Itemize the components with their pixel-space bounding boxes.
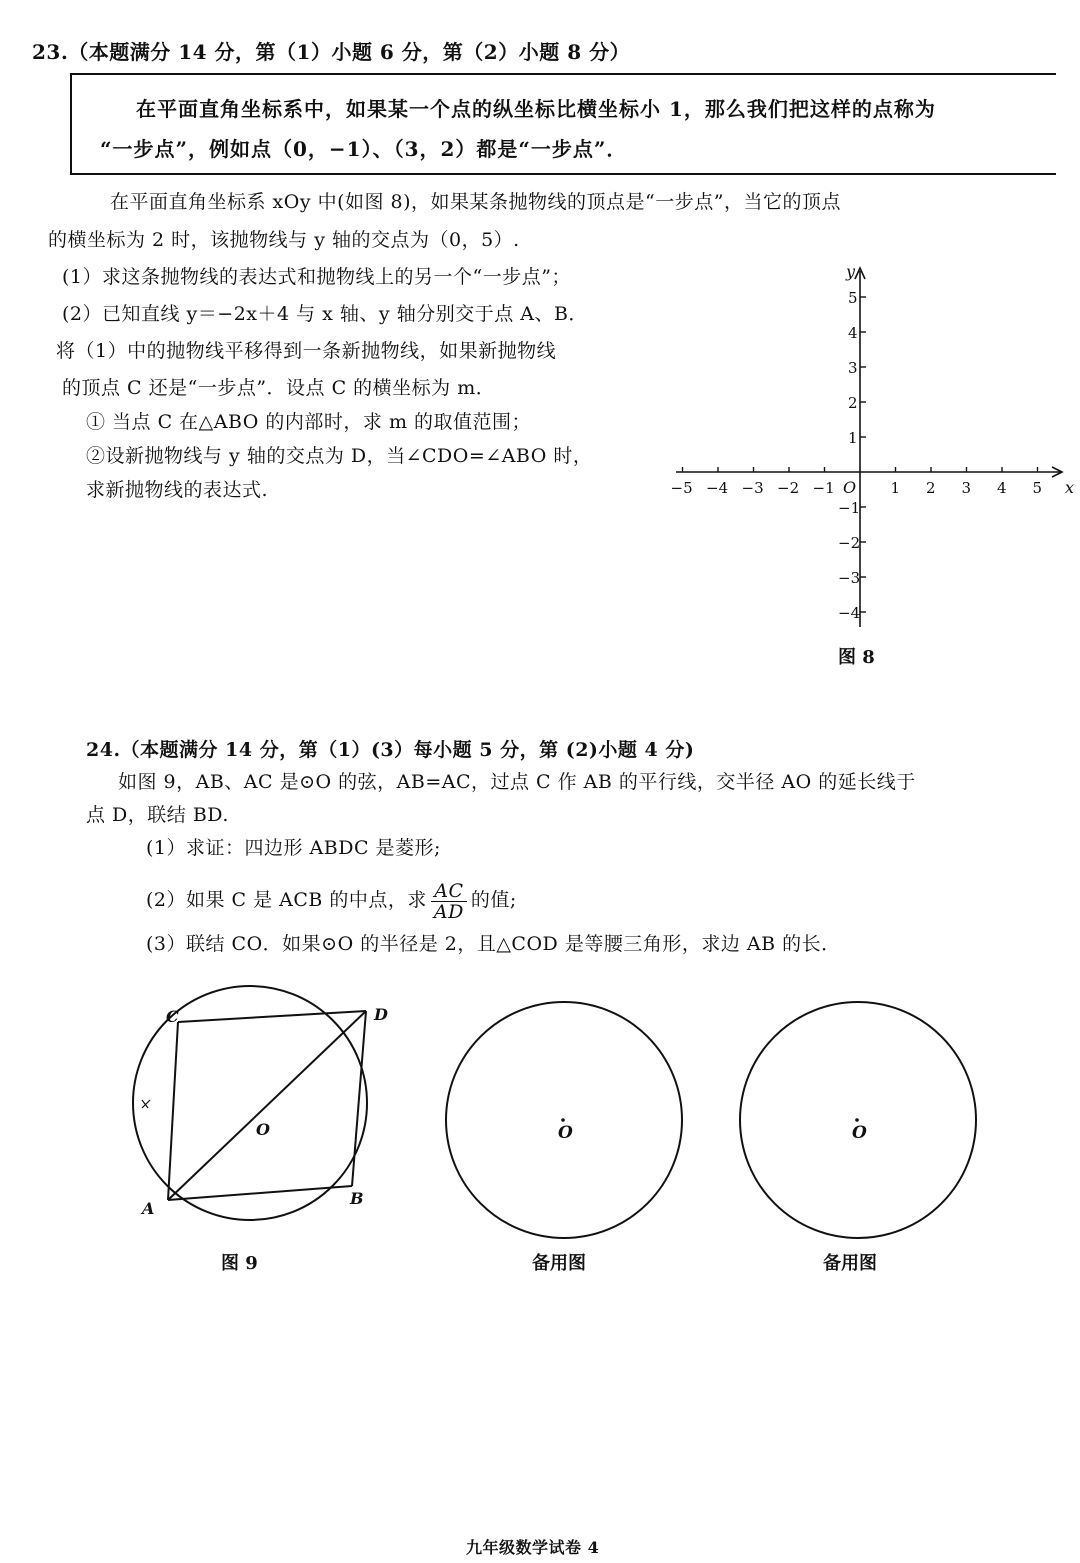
q23-subquestion-2-part-2: ②设新抛物线与 y 轴的交点为 D，当∠CDO=∠ABO 时， — [86, 445, 593, 467]
y-tick-label: 5 — [848, 289, 858, 307]
spare-center-dot-2 — [855, 1118, 859, 1122]
q24-subquestion-1: (1）求证：四边形 ABDC 是菱形; — [146, 837, 441, 859]
q24-subquestion-2 — [146, 876, 517, 924]
page-footer: 九年级数学试卷 4 — [466, 1538, 600, 1557]
x-tick-label: −5 — [670, 479, 693, 497]
x-tick-label: −1 — [812, 479, 835, 497]
label-a: A — [142, 1199, 155, 1218]
y-tick-label: 2 — [848, 394, 858, 412]
q23-subquestion-2-part-1: ① 当点 C 在△ABO 的内部时，求 m 的取值范围； — [86, 411, 532, 433]
origin-label: O — [843, 478, 857, 497]
x-tick-label: 2 — [926, 479, 936, 497]
q24-subquestion-2-text: (2）如果 C 是 ACB 的中点，求 — [146, 889, 427, 911]
segment-ad — [168, 1011, 366, 1200]
q24-paragraph-line-2: 点 D，联结 BD. — [86, 804, 229, 826]
segment-cd — [178, 1011, 366, 1022]
q23-subquestion-2-line-1: (2）已知直线 y＝−2x＋4 与 x 轴、y 轴分别交于点 A、B． — [62, 303, 588, 325]
label-d: D — [374, 1005, 388, 1024]
q23-subquestion-2-line-2: 将（1）中的抛物线平移得到一条新抛物线，如果新抛物线 — [56, 340, 557, 362]
x-tick-label: 4 — [997, 479, 1007, 497]
q23-definition-box — [70, 73, 1056, 175]
y-tick-label: 3 — [848, 359, 858, 377]
y-tick-label: −4 — [838, 604, 861, 622]
spare-figure-2 — [736, 998, 986, 1248]
q24-subquestion-3: (3）联结 CO．如果⊙O 的半径是 2，且△COD 是等腰三角形，求边 AB 的长． — [146, 933, 841, 955]
x-axis-label: x — [1065, 478, 1075, 497]
label-o: O — [256, 1120, 270, 1139]
fraction-numerator: AC — [431, 881, 467, 902]
q23-header: 23.（本题满分 14 分，第（1）小题 6 分，第（2）小题 8 分） — [32, 40, 631, 64]
q23-paragraph-line-2: 的横坐标为 2 时，该抛物线与 y 轴的交点为（0，5）. — [48, 229, 520, 251]
figure-9-caption: 图 9 — [221, 1253, 258, 1274]
fraction-ac-over-ad — [431, 881, 467, 922]
q23-paragraph-line-1: 在平面直角坐标系 xOy 中(如图 8)，如果某条抛物线的顶点是“一步点”，当它的顶点 — [110, 191, 841, 213]
x-tick-label: −4 — [706, 479, 729, 497]
label-c: C — [166, 1007, 179, 1026]
y-tick-label: 1 — [848, 429, 858, 447]
fraction-denominator: AD — [433, 900, 464, 923]
figure-8-axes — [660, 255, 1075, 635]
y-tick-label: 4 — [848, 324, 858, 342]
x-tick-label: −3 — [741, 479, 764, 497]
q23-subquestion-1: (1）求这条抛物线的表达式和抛物线上的另一个“一步点”； — [62, 266, 571, 288]
q23-definition-line-1: 在平面直角坐标系中，如果某一个点的纵坐标比横坐标小 1，那么我们把这样的点称为 — [136, 97, 936, 121]
y-tick-label: −2 — [838, 534, 861, 552]
segment-bd — [352, 1011, 366, 1186]
y-tick-label: −3 — [838, 569, 861, 587]
x-tick-label: 1 — [890, 479, 901, 497]
figure-8-caption: 图 8 — [838, 647, 875, 668]
spare-center-label-2: O — [852, 1123, 867, 1143]
x-tick-label: 5 — [1032, 479, 1043, 497]
y-tick-label: −1 — [838, 499, 861, 517]
q24-subquestion-2-tail: 的值; — [470, 889, 517, 911]
q24-paragraph-line-1: 如图 9，AB、AC 是⊙O 的弦，AB=AC，过点 C 作 AB 的平行线，交半径 AO 的延长线于 — [118, 771, 916, 793]
spare-figure-1 — [442, 998, 692, 1248]
x-tick-label: −2 — [777, 479, 800, 497]
spare-center-label-1: O — [558, 1123, 573, 1143]
q23-subquestion-2-line-3: 的顶点 C 还是“一步点”．设点 C 的横坐标为 m． — [62, 377, 496, 399]
q23-definition-line-2: “一步点”，例如点（0，−1）、（3，2）都是“一步点”． — [100, 137, 628, 161]
spare-figure-2-caption: 备用图 — [823, 1253, 877, 1274]
x-tick-label: 3 — [961, 479, 972, 497]
spare-center-dot-1 — [561, 1118, 565, 1122]
label-b: B — [350, 1189, 364, 1208]
q24-header: 24.（本题满分 14 分，第（1）(3）每小题 5 分，第 (2)小题 4 分) — [86, 739, 695, 761]
y-axis-label: y — [846, 262, 856, 281]
figure-9-diagram — [120, 990, 430, 1230]
spare-figure-1-caption: 备用图 — [532, 1253, 586, 1274]
q23-subquestion-2-part-2-cont: 求新抛物线的表达式. — [86, 479, 269, 501]
arc-tick-mark — [142, 1100, 150, 1108]
segment-ac — [168, 1022, 178, 1200]
